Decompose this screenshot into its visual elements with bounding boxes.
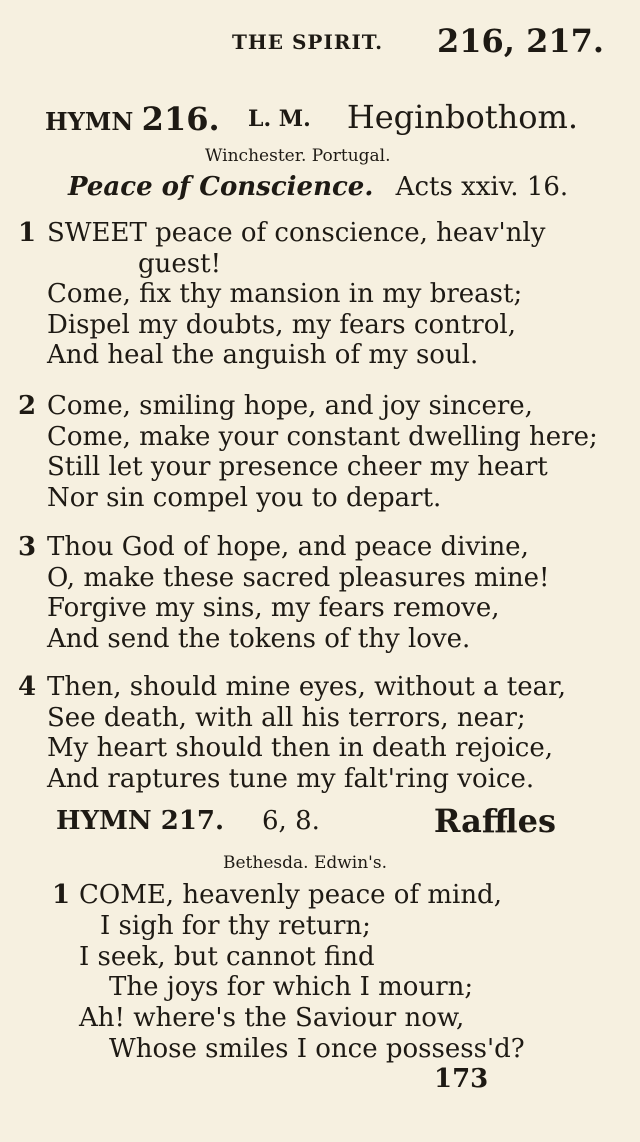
hymn-216-label: HYMN <box>45 107 134 136</box>
verse-line <box>18 532 550 563</box>
hymn-217-label: HYMN <box>56 806 152 836</box>
verse-line-text: SWEET peace of conscience, heav'nly <box>47 218 546 248</box>
verse-number: 3 <box>18 532 37 562</box>
hymn-216-verse-3 <box>18 532 550 654</box>
hymn-216-verse-1 <box>18 218 545 371</box>
hymn-216-meter: L. M. <box>248 106 311 132</box>
running-head-title: THE SPIRIT. <box>232 30 384 54</box>
verse-line: My heart should then in death rejoice, <box>47 733 554 763</box>
verse-line: Forgive my sins, my fears remove, <box>47 593 500 623</box>
verse-line: Ah! where's the Saviour now, <box>79 1003 465 1034</box>
verse-line: See death, with all his terrors, near; <box>47 702 526 733</box>
verse-line-continuation: guest! <box>138 248 222 279</box>
hymn-217-heading <box>56 806 224 836</box>
hymn-217-meter: 6, 8. <box>262 806 320 836</box>
verse-line <box>18 218 545 249</box>
verse-line: Whose smiles I once possess'd? <box>109 1033 525 1064</box>
verse-line: And send the tokens of thy love. <box>47 623 471 654</box>
verse-line-text: Thou God of hope, and peace divine, <box>47 532 529 562</box>
verse-line <box>18 672 566 703</box>
verse-line: Still let your presence cheer my heart <box>47 452 548 482</box>
verse-line: Come, fix thy mansion in my breast; <box>47 279 523 309</box>
hymn-217-number: 217. <box>160 806 225 836</box>
hymn-216-number: 216. <box>141 100 220 138</box>
hymn-217-tunes: Bethesda. Edwin's. <box>223 853 387 873</box>
verse-line: And heal the anguish of my soul. <box>47 340 479 370</box>
verse-line-text: Come, smiling hope, and joy sincere, <box>47 391 533 421</box>
verse-line: O, make these sacred pleasures mine! <box>47 562 550 593</box>
verse-line: I sigh for thy return; <box>100 910 371 941</box>
hymn-216-verse-4 <box>18 672 566 794</box>
hymn-216-verse-2 <box>18 391 598 513</box>
page-number: 173 <box>434 1064 489 1094</box>
hymn-217-author: Raffles <box>433 802 556 840</box>
verse-line-text: COME, heavenly peace of mind, <box>79 880 502 910</box>
verse-number: 1 <box>18 218 37 248</box>
running-head-numbers: 216, 217. <box>436 22 604 60</box>
hymn-216-tunes: Winchester. Portugal. <box>205 146 391 166</box>
hymn-216-subject-line <box>68 172 568 202</box>
hymn-216-author: Heginbothom. <box>346 98 578 136</box>
verse-number: 2 <box>18 391 37 421</box>
verse-line <box>52 880 525 911</box>
verse-line-text: Then, should mine eyes, without a tear, <box>47 672 566 702</box>
verse-line: The joys for which I mourn; <box>109 972 474 1003</box>
verse-number: 1 <box>52 880 71 910</box>
verse-line: Dispel my doubts, my fears control, <box>47 309 516 340</box>
hymn-216-reference: Acts xxiv. 16. <box>395 172 569 202</box>
verse-line <box>18 391 598 422</box>
verse-number: 4 <box>18 672 37 702</box>
verse-line: Nor sin compel you to depart. <box>47 482 442 513</box>
hymn-217-verse-1 <box>52 880 525 1065</box>
verse-line: I seek, but cannot find <box>79 941 375 972</box>
verse-line: And raptures tune my falt'ring voice. <box>47 763 535 794</box>
hymn-216-subject: Peace of Conscience. <box>68 172 374 202</box>
hymn-216-heading <box>45 100 220 138</box>
verse-line: Come, make your constant dwelling here; <box>47 421 598 452</box>
